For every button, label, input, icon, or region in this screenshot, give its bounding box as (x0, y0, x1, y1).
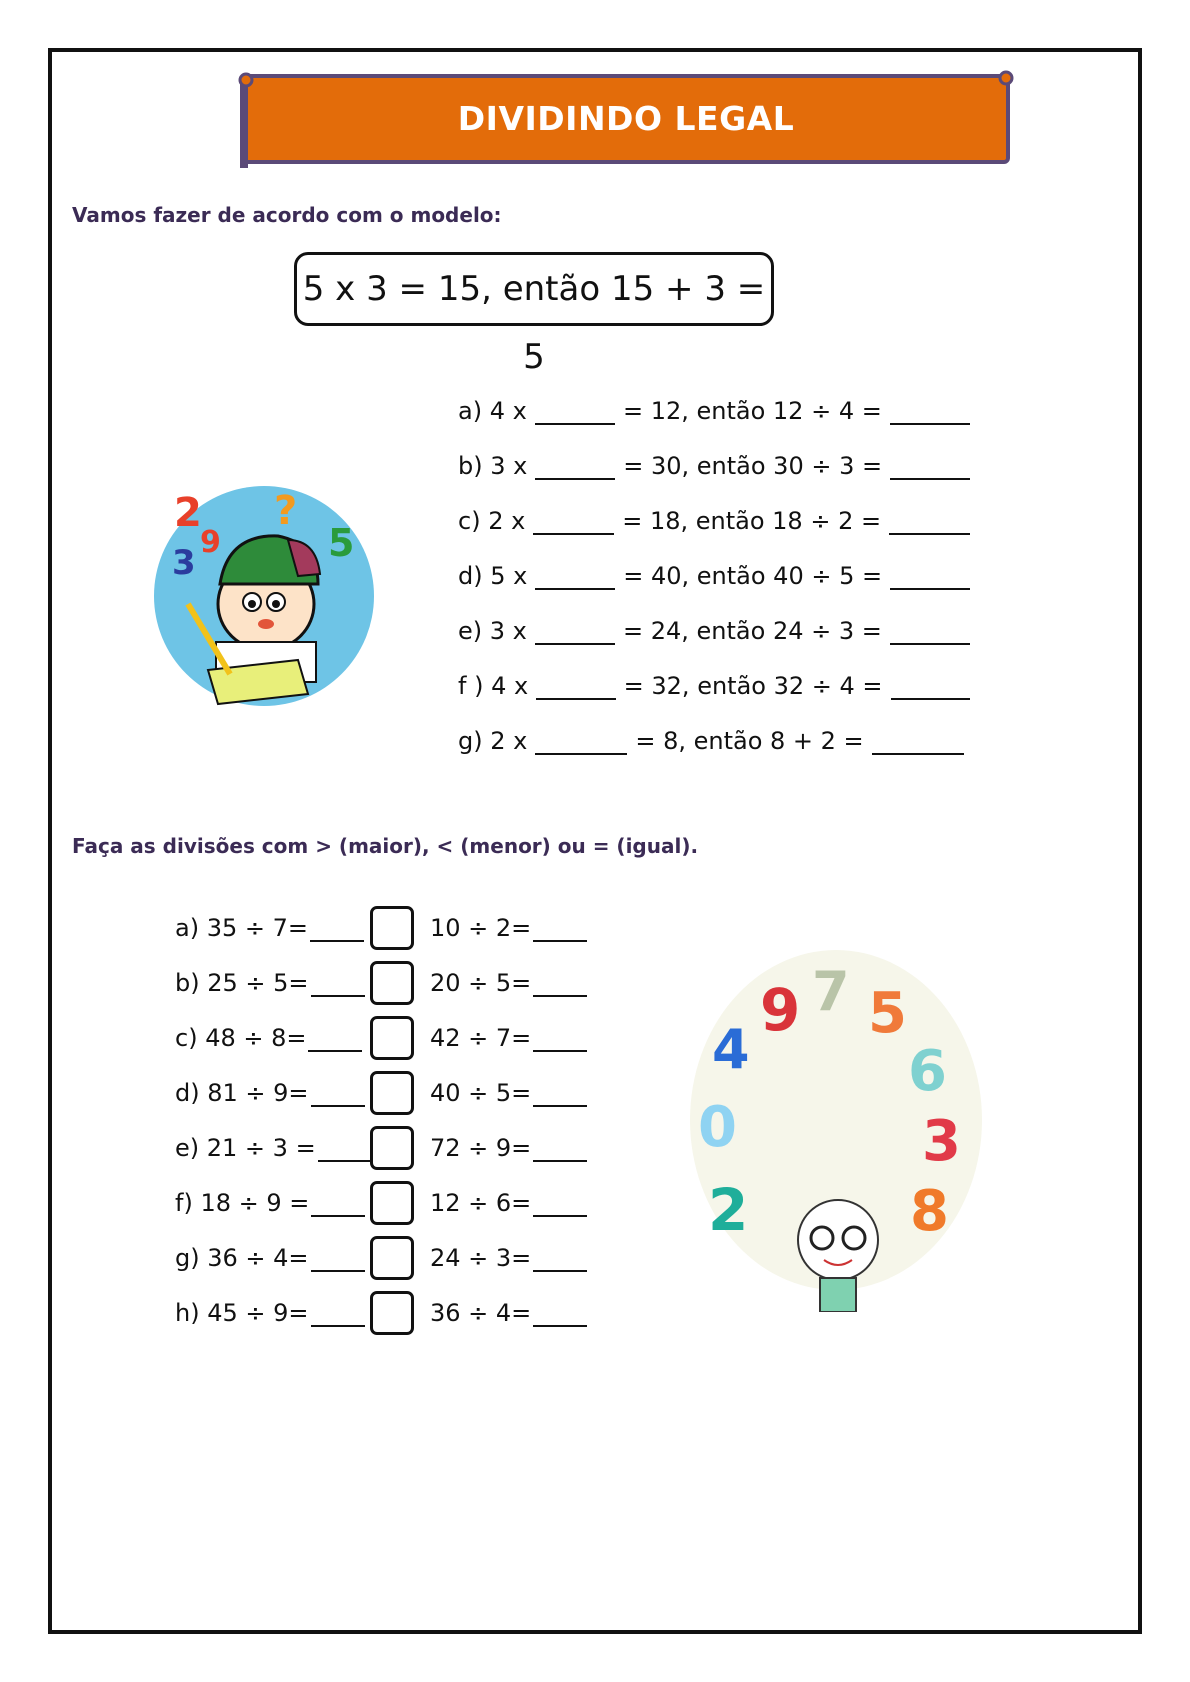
svg-text:0: 0 (698, 1095, 737, 1160)
comparison-row (175, 955, 595, 1010)
model-example: 5 x 3 = 15, então 15 + 3 = 5 (294, 252, 774, 326)
answer-blank[interactable] (890, 458, 970, 480)
svg-text:9: 9 (760, 976, 801, 1044)
exercise-middle: = 32, então 32 ÷ 4 = (623, 672, 883, 700)
left-expression: h) 45 ÷ 9= (175, 1298, 309, 1327)
answer-blank[interactable] (535, 733, 627, 755)
comparison-box[interactable] (370, 1126, 414, 1170)
answer-blank[interactable] (311, 1307, 365, 1327)
answer-blank[interactable] (533, 1142, 587, 1162)
answer-blank[interactable] (311, 977, 365, 997)
comparison-row (175, 1065, 595, 1120)
comparison-row (175, 1120, 595, 1175)
exercise-middle: = 24, então 24 ÷ 3 = (623, 617, 882, 645)
right-expression: 12 ÷ 6= (430, 1188, 532, 1217)
svg-text:9: 9 (200, 525, 221, 560)
page-title: DIVIDINDO LEGAL (457, 99, 795, 138)
exercise-middle: = 30, então 30 ÷ 3 = (623, 452, 883, 480)
answer-blank[interactable] (890, 623, 970, 645)
right-expression: 40 ÷ 5= (430, 1078, 532, 1107)
svg-text:3: 3 (172, 543, 196, 583)
right-expression: 24 ÷ 3= (430, 1243, 532, 1272)
exercise-label: g) 2 x (458, 727, 528, 755)
comparison-box[interactable] (370, 1236, 414, 1280)
left-expression: b) 25 ÷ 5= (175, 968, 309, 997)
comparison-row (175, 1230, 595, 1285)
left-expression: d) 81 ÷ 9= (175, 1078, 309, 1107)
instruction-compare: Faça as divisões com > (maior), < (menor) ou = (igual). (72, 834, 699, 858)
answer-blank[interactable] (536, 678, 615, 700)
numbers-circle-illustration (688, 948, 984, 1312)
answer-blank[interactable] (311, 1087, 365, 1107)
answer-blank[interactable] (311, 1252, 365, 1272)
svg-text:2: 2 (174, 490, 202, 536)
right-expression: 10 ÷ 2= (430, 913, 532, 942)
right-expression: 72 ÷ 9= (430, 1133, 532, 1162)
answer-blank[interactable] (533, 1307, 587, 1327)
right-expression: 42 ÷ 7= (430, 1023, 532, 1052)
exercise-label: a) 4 x (458, 397, 527, 425)
exercise-label: f ) 4 x (458, 672, 529, 700)
svg-text:2: 2 (708, 1176, 749, 1244)
exercise-label: e) 3 x (458, 617, 527, 645)
answer-blank[interactable] (535, 458, 615, 480)
left-expression: e) 21 ÷ 3 = (175, 1133, 316, 1162)
multiplication-exercises (458, 370, 978, 755)
comparison-row (175, 1175, 595, 1230)
svg-text:4: 4 (712, 1018, 750, 1081)
comparison-box[interactable] (370, 1016, 414, 1060)
svg-text:5: 5 (868, 981, 907, 1046)
comparison-box[interactable] (370, 1181, 414, 1225)
left-expression: f) 18 ÷ 9 = (175, 1188, 310, 1217)
answer-blank[interactable] (535, 568, 615, 590)
answer-blank[interactable] (311, 1197, 365, 1217)
instruction-model: Vamos fazer de acordo com o modelo: (72, 203, 502, 227)
comparison-box[interactable] (370, 1291, 414, 1335)
exercise-1-row (458, 590, 978, 645)
answer-blank[interactable] (872, 733, 964, 755)
answer-blank[interactable] (535, 403, 615, 425)
exercise-1-row (458, 535, 978, 590)
exercise-label: c) 2 x (458, 507, 526, 535)
comparison-row (175, 900, 595, 955)
comparison-box[interactable] (370, 961, 414, 1005)
comparison-box[interactable] (370, 906, 414, 950)
answer-blank[interactable] (535, 623, 615, 645)
comparison-box[interactable] (370, 1071, 414, 1115)
exercise-1-row (458, 700, 978, 755)
comparison-row (175, 1010, 595, 1065)
answer-blank[interactable] (308, 1032, 362, 1052)
exercise-middle: = 18, então 18 ÷ 2 = (622, 507, 882, 535)
exercise-middle: = 8, então 8 + 2 = (635, 727, 864, 755)
svg-text:5: 5 (328, 521, 355, 565)
answer-blank[interactable] (891, 678, 970, 700)
title-banner (238, 70, 1014, 168)
svg-text:6: 6 (908, 1039, 947, 1104)
answer-blank[interactable] (889, 513, 970, 535)
svg-text:?: ? (274, 488, 298, 534)
svg-text:3: 3 (922, 1109, 961, 1174)
answer-blank[interactable] (533, 513, 614, 535)
comparison-exercises (175, 900, 595, 1340)
boy-writing-illustration (148, 484, 380, 708)
svg-text:8: 8 (910, 1179, 949, 1244)
right-expression: 36 ÷ 4= (430, 1298, 532, 1327)
exercise-1-row (458, 370, 978, 425)
left-expression: g) 36 ÷ 4= (175, 1243, 309, 1272)
answer-blank[interactable] (533, 1032, 587, 1052)
answer-blank[interactable] (533, 922, 587, 942)
answer-blank[interactable] (310, 922, 364, 942)
svg-text:7: 7 (812, 960, 850, 1023)
answer-blank[interactable] (533, 1252, 587, 1272)
left-expression: c) 48 ÷ 8= (175, 1023, 307, 1052)
exercise-1-row (458, 425, 978, 480)
right-expression: 20 ÷ 5= (430, 968, 532, 997)
answer-blank[interactable] (533, 1197, 587, 1217)
exercise-1-row (458, 645, 978, 700)
exercise-middle: = 12, então 12 ÷ 4 = (622, 397, 882, 425)
answer-blank[interactable] (533, 1087, 587, 1107)
exercise-middle: = 40, então 40 ÷ 5 = (623, 562, 883, 590)
answer-blank[interactable] (890, 568, 970, 590)
answer-blank[interactable] (890, 403, 970, 425)
exercise-1-row (458, 480, 978, 535)
exercise-label: b) 3 x (458, 452, 528, 480)
left-expression: a) 35 ÷ 7= (175, 913, 308, 942)
comparison-row (175, 1285, 595, 1340)
answer-blank[interactable] (318, 1142, 370, 1162)
answer-blank[interactable] (533, 977, 587, 997)
exercise-label: d) 5 x (458, 562, 528, 590)
